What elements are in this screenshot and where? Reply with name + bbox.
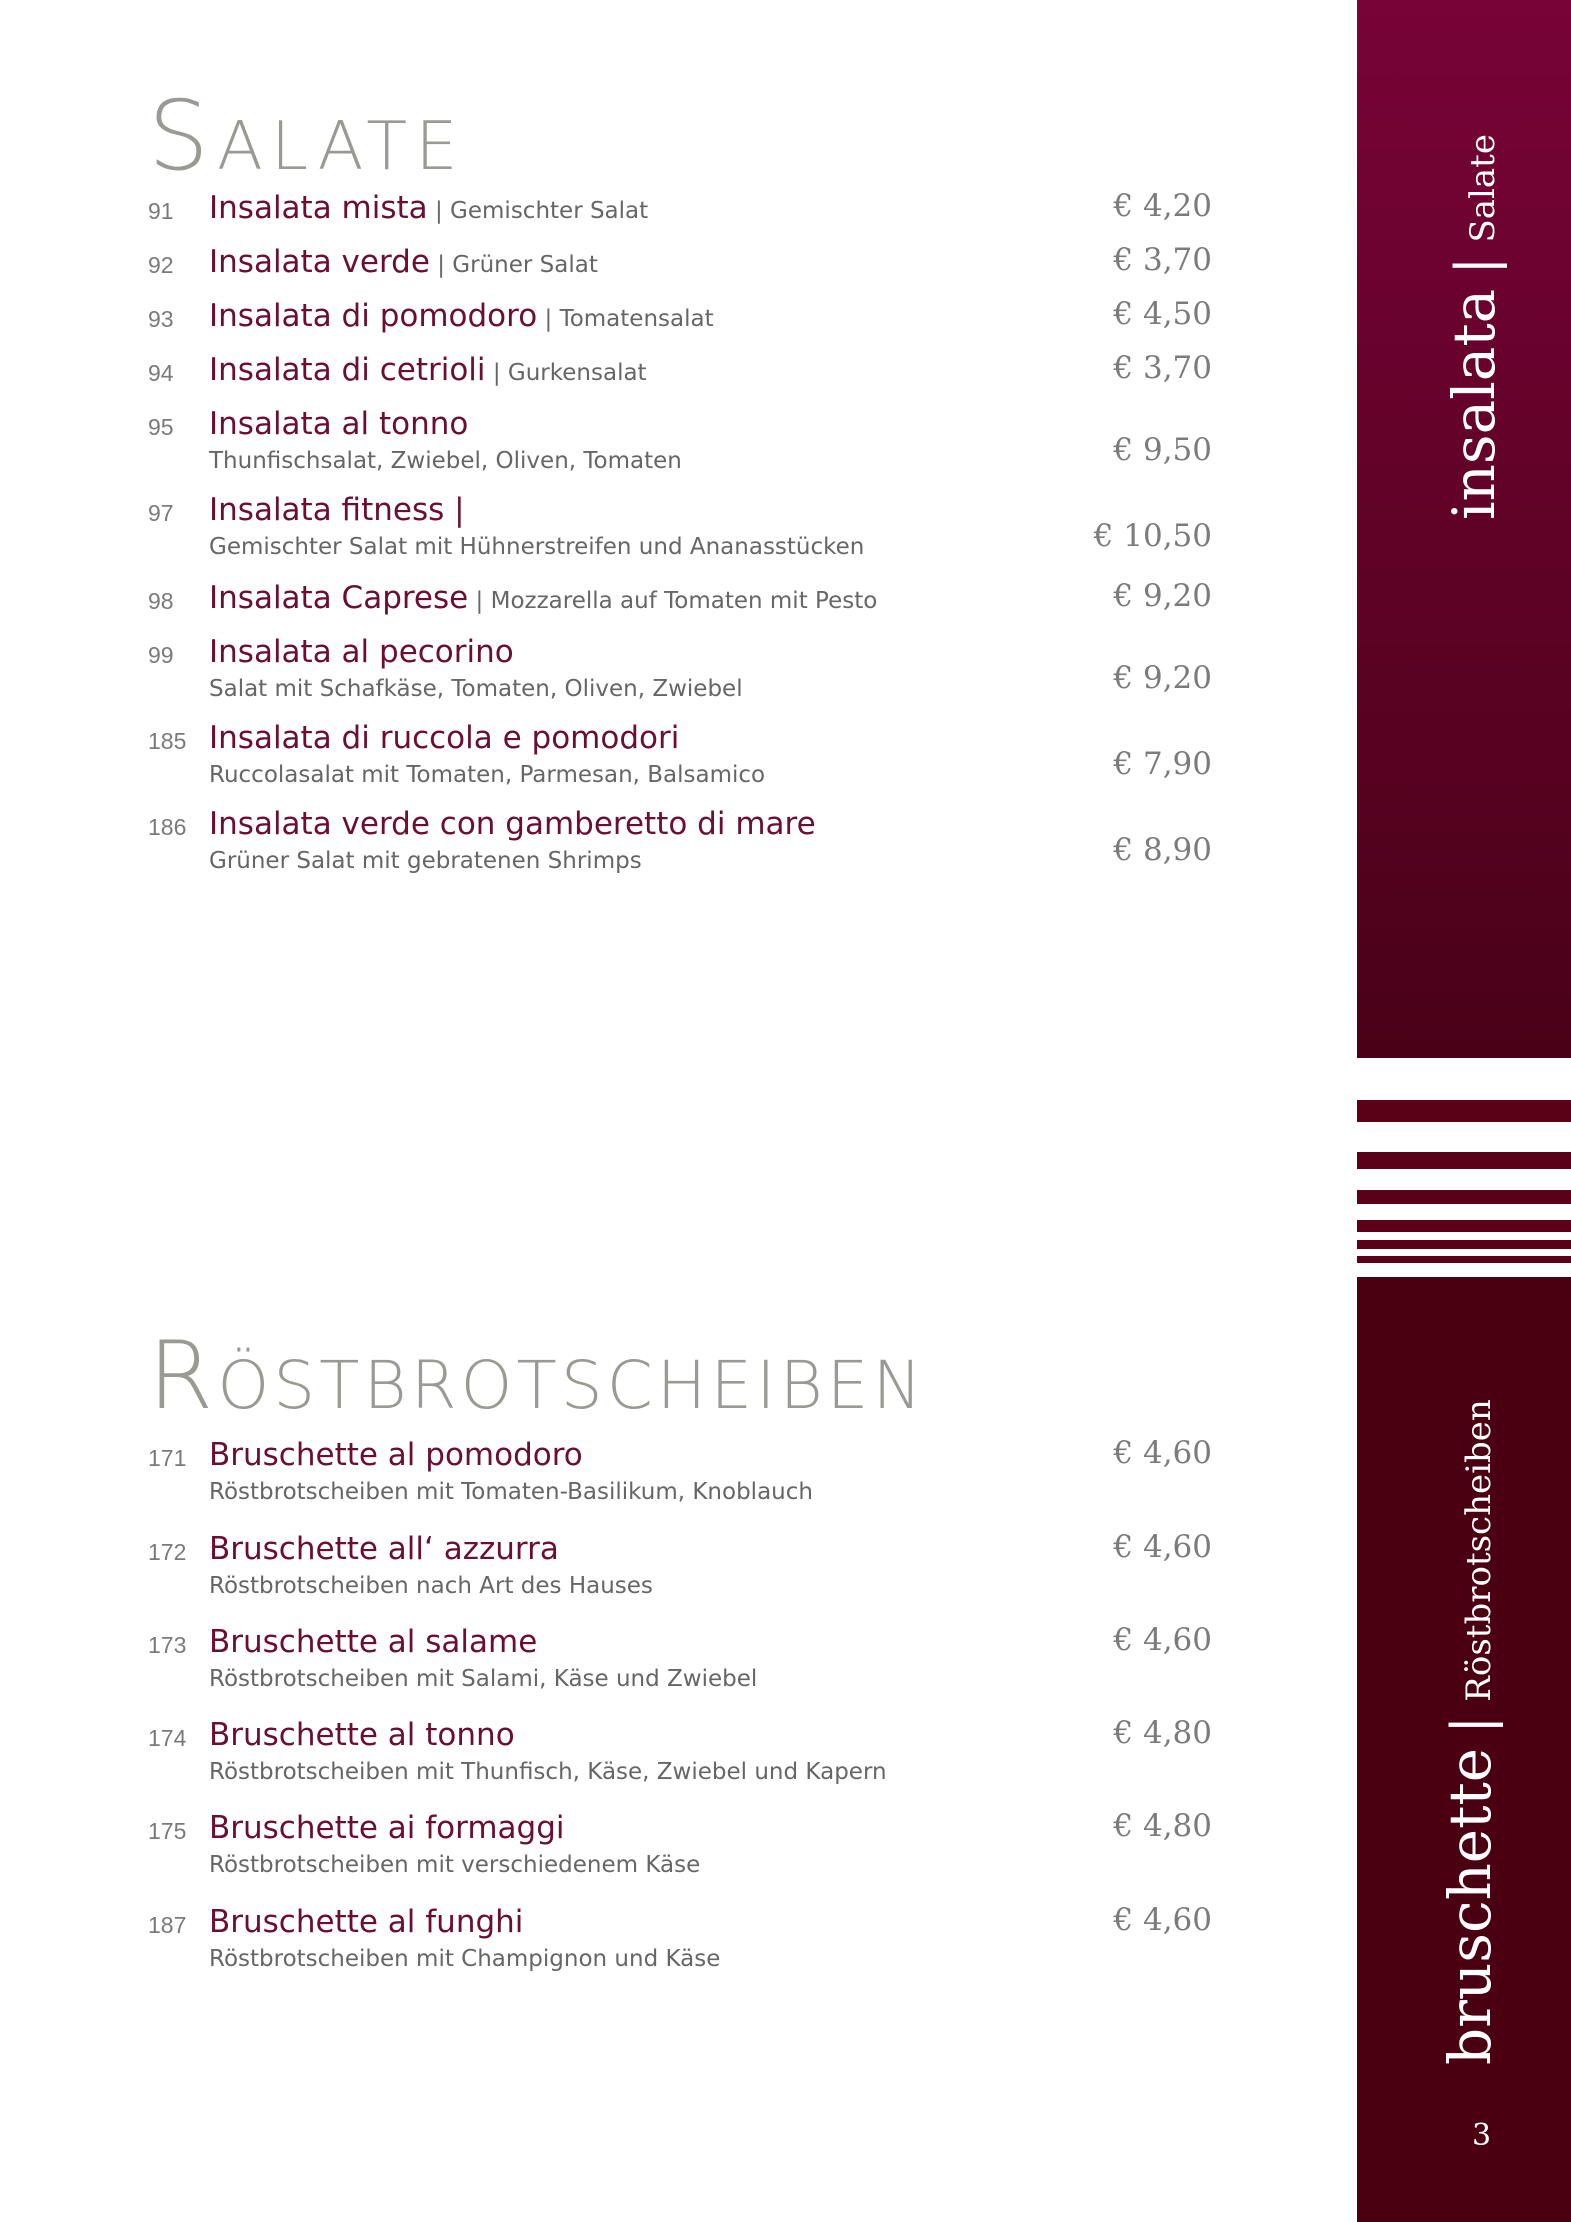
item-price: € 4,60 <box>1113 1435 1212 1471</box>
item-separator: | <box>537 306 560 332</box>
item-separator: | <box>429 252 453 278</box>
item-description: Tomatensalat <box>559 306 714 332</box>
item-description: Ruccolasalat mit Tomaten, Parmesan, Balsamico <box>209 762 766 788</box>
item-name-line <box>209 298 714 334</box>
item-name: Insalata verde <box>209 244 430 280</box>
item-description: Röstbrotscheiben mit Thunfisch, Käse, Zwiebel und Kapern <box>209 1759 887 1785</box>
item-name: Bruschette ai formaggi <box>209 1810 565 1846</box>
item-name-line <box>209 806 816 842</box>
item-name: Bruschette all‘ azzurra <box>209 1531 559 1567</box>
item-description: Grüner Salat mit gebratenen Shrimps <box>209 848 642 874</box>
item-number: 187 <box>148 1912 187 1938</box>
item-description: Röstbrotscheiben mit Tomaten-Basilikum, Knoblauch <box>209 1479 813 1505</box>
item-number: 97 <box>148 500 174 526</box>
item-name: Bruschette al funghi <box>209 1904 524 1940</box>
decorative-stripe <box>1357 1256 1571 1263</box>
item-number: 174 <box>148 1725 187 1751</box>
item-separator: | <box>468 588 491 614</box>
item-price: € 7,90 <box>1113 746 1212 782</box>
item-name-line <box>209 634 514 670</box>
item-name-line <box>209 406 468 442</box>
item-description: Röstbrotscheiben mit Salami, Käse und Zwiebel <box>209 1666 758 1692</box>
item-price: € 4,20 <box>1113 188 1212 224</box>
item-price: € 9,50 <box>1113 432 1212 468</box>
item-name: Insalata verde con gamberetto di mare <box>209 806 816 842</box>
item-name-line <box>209 1717 515 1753</box>
decorative-stripe <box>1357 1100 1571 1122</box>
item-number: 185 <box>148 728 187 754</box>
item-price: € 10,50 <box>1093 518 1212 554</box>
item-price: € 3,70 <box>1113 350 1212 386</box>
section-title-roestbrot: Röstbrotscheiben <box>148 1322 926 1431</box>
item-description: Röstbrotscheiben nach Art des Hauses <box>209 1573 653 1599</box>
item-name: Insalata fitness | <box>209 492 465 528</box>
sidebar-separator: | <box>1444 256 1507 275</box>
sidebar-main-label: insalata <box>1440 288 1508 520</box>
item-description: Röstbrotscheiben mit Champignon und Käse <box>209 1946 721 1972</box>
item-description: Gurkensalat <box>507 360 647 386</box>
decorative-stripe <box>1357 1190 1571 1204</box>
item-name: Insalata di pomodoro <box>209 298 538 334</box>
item-name: Insalata al tonno <box>209 406 469 442</box>
item-separator: | <box>485 360 508 386</box>
sidebar-separator: | <box>1440 1715 1503 1734</box>
item-name: Bruschette al salame <box>209 1624 538 1660</box>
item-name: Insalata al pecorino <box>209 634 514 670</box>
item-name: Insalata di ruccola e pomodori <box>209 720 680 756</box>
sidebar-main-label: bruschette <box>1436 1747 1504 2065</box>
item-description: Grüner Salat <box>452 252 598 278</box>
item-number: 91 <box>148 198 174 224</box>
item-name: Bruschette al tonno <box>209 1717 515 1753</box>
item-name-line <box>209 244 598 280</box>
item-name: Insalata di cetrioli <box>209 352 486 388</box>
item-number: 93 <box>148 306 174 332</box>
sidebar-sub-label: Röstbrotscheiben <box>1459 1399 1499 1702</box>
decorative-stripe <box>1357 1220 1571 1232</box>
item-number: 172 <box>148 1539 187 1565</box>
item-price: € 4,60 <box>1113 1902 1212 1938</box>
item-description: Salat mit Schafkäse, Tomaten, Oliven, Zwiebel <box>209 676 743 702</box>
sidebar-sub-label: Salate <box>1463 134 1503 243</box>
item-number: 173 <box>148 1632 187 1658</box>
item-description: Röstbrotscheiben mit verschiedenem Käse <box>209 1852 701 1878</box>
item-price: € 9,20 <box>1113 660 1212 696</box>
item-number: 92 <box>148 252 174 278</box>
item-name-line <box>209 720 679 756</box>
item-name-line <box>209 1531 559 1567</box>
item-description: Mozzarella auf Tomaten mit Pesto <box>490 588 878 614</box>
item-price: € 4,80 <box>1113 1715 1212 1751</box>
section-title-salate: Salate <box>148 80 466 192</box>
item-name-line <box>209 1810 565 1846</box>
decorative-stripe <box>1357 1240 1571 1249</box>
item-number: 95 <box>148 414 174 440</box>
item-number: 99 <box>148 642 174 668</box>
item-price: € 4,60 <box>1113 1622 1212 1658</box>
item-price: € 8,90 <box>1113 832 1212 868</box>
item-name-line <box>209 1624 537 1660</box>
sidebar-label-bruschette <box>1436 1399 1504 2065</box>
item-description: Gemischter Salat <box>450 198 649 224</box>
item-number: 94 <box>148 360 174 386</box>
page-number: 3 <box>1472 2118 1492 2153</box>
item-name: Insalata mista <box>209 190 428 226</box>
item-price: € 4,60 <box>1113 1529 1212 1565</box>
item-name-line <box>209 1904 523 1940</box>
sidebar-label-salate <box>1440 134 1508 520</box>
decorative-stripe <box>1357 1152 1571 1169</box>
item-separator: | <box>427 198 451 224</box>
item-number: 171 <box>148 1445 187 1471</box>
item-number: 175 <box>148 1818 187 1844</box>
item-description: Thunfischsalat, Zwiebel, Oliven, Tomaten <box>209 448 682 474</box>
item-price: € 9,20 <box>1113 578 1212 614</box>
item-price: € 4,80 <box>1113 1808 1212 1844</box>
item-number: 186 <box>148 814 187 840</box>
item-name: Insalata Caprese <box>209 580 469 616</box>
item-name-line <box>209 190 648 226</box>
item-name-line <box>209 1437 583 1473</box>
item-name-line <box>209 580 877 616</box>
item-price: € 4,50 <box>1113 296 1212 332</box>
item-number: 98 <box>148 588 174 614</box>
item-name-line <box>209 352 647 388</box>
item-name-line <box>209 492 465 528</box>
item-price: € 3,70 <box>1113 242 1212 278</box>
item-description: Gemischter Salat mit Hühnerstreifen und Ananasstücken <box>209 534 865 560</box>
item-name: Bruschette al pomodoro <box>209 1437 583 1473</box>
